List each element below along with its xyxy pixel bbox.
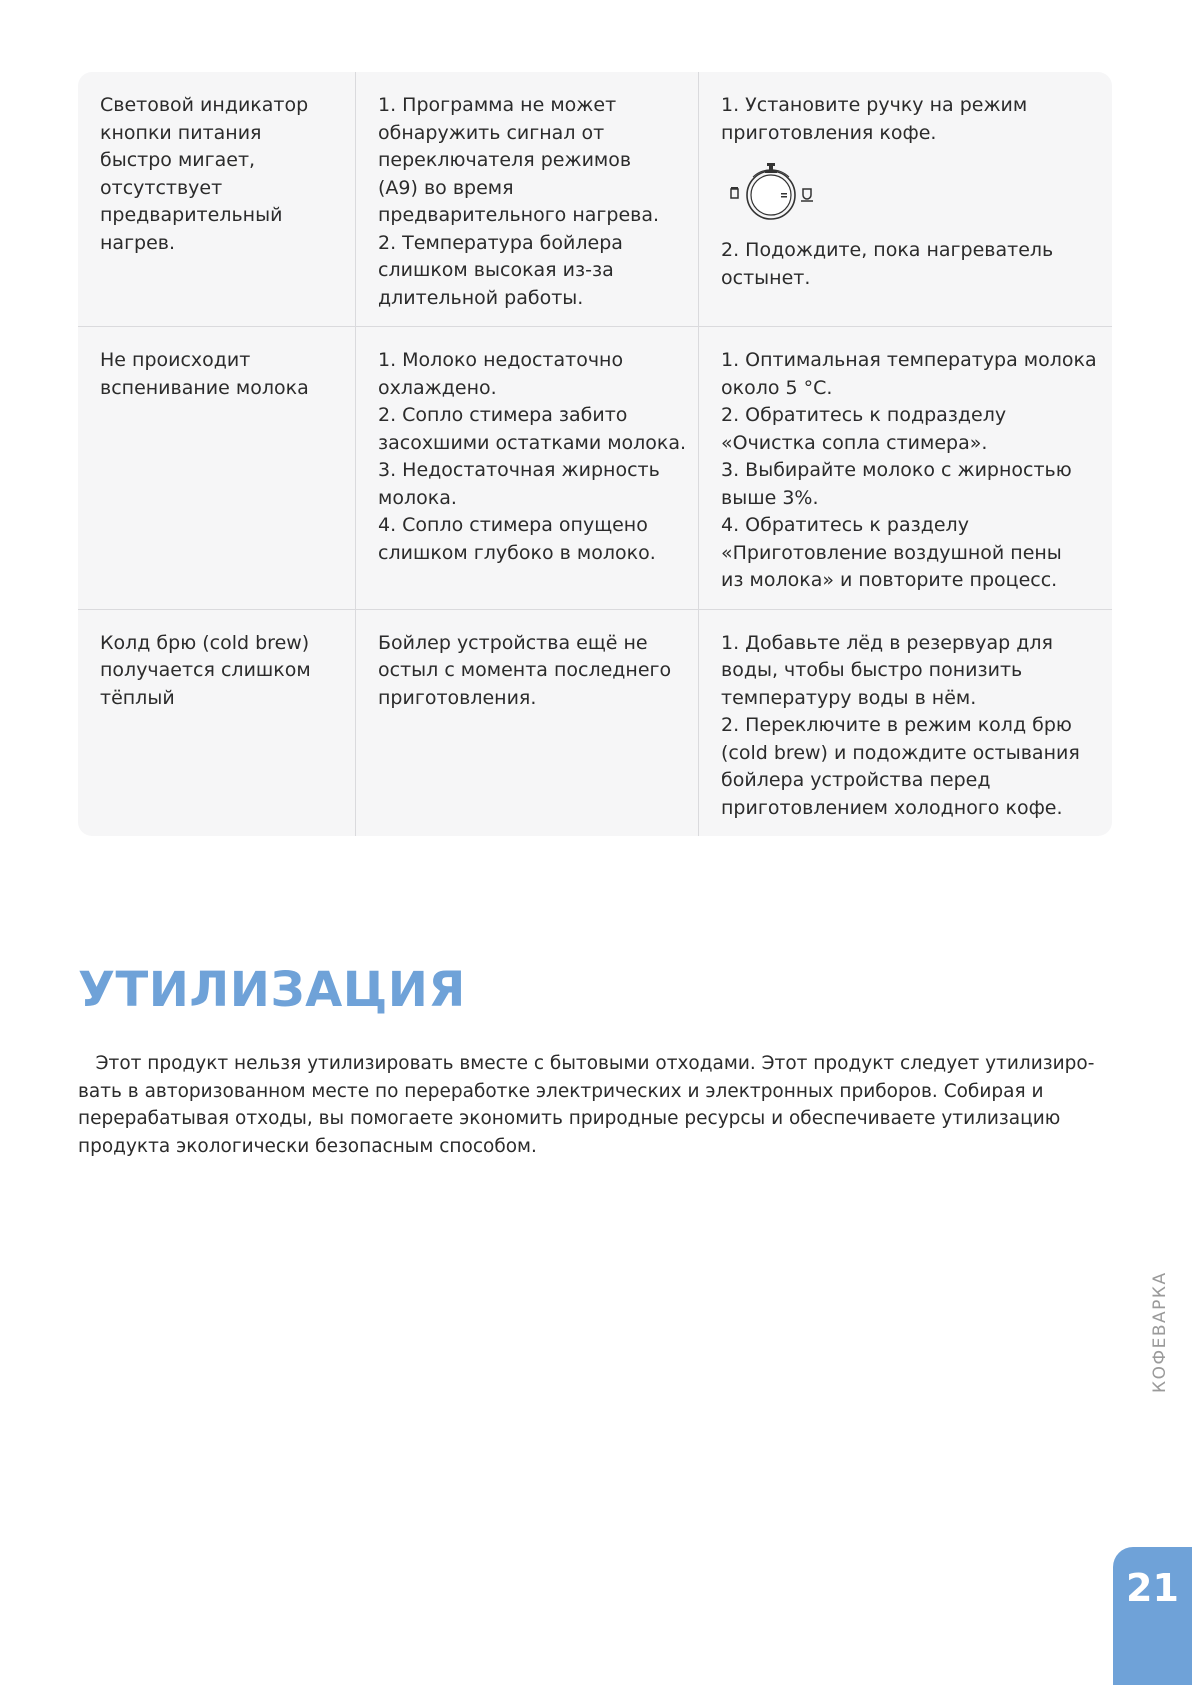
text-line: молока. — [378, 486, 457, 509]
text-line: около 5 °С. — [721, 376, 833, 399]
problem-cell — [78, 72, 356, 326]
text-line: предварительный — [100, 204, 283, 226]
text-line: остыл с момента последнего — [378, 659, 672, 681]
cause-cell — [356, 610, 699, 837]
text-line: из молока» и повторите процесс. — [721, 569, 1058, 591]
text-line: 4. Сопло стимера опущено — [378, 514, 648, 536]
text-line: Бойлер устройства ещё не — [378, 631, 648, 654]
text-line: обнаружить сигнал от — [378, 121, 605, 144]
text-line: тёплый — [100, 686, 175, 709]
text-line: температуру воды в нём. — [721, 686, 977, 709]
disposal-paragraph — [78, 1050, 1112, 1160]
text-line: (cold brew) и подождите остывания — [721, 741, 1080, 764]
text-line: приготовления кофе. — [721, 121, 937, 144]
text-line: 2. Подождите, пока нагреватель — [721, 239, 1054, 261]
mode-knob-icon — [723, 159, 819, 223]
text-line: остынет. — [721, 266, 811, 289]
text-line: 1. Программа не может — [378, 94, 617, 116]
text-line: Этот продукт нельзя утилизировать вместе с бытовыми отходами. Этот продукт следует утилизиро- — [78, 1053, 1095, 1074]
solution-cell — [699, 327, 1112, 609]
solution-cell — [699, 610, 1112, 837]
text-line: нагрев. — [100, 231, 176, 254]
text-line: «Приготовление воздушной пены — [721, 541, 1062, 564]
text-line: воды, чтобы быстро понизить — [721, 659, 1023, 681]
text-line: приготовления. — [378, 686, 537, 709]
text-line: приготовлением холодного кофе. — [721, 796, 1063, 819]
text-line: перерабатывая отходы, вы помогаете экономить природные ресурсы и обеспечиваете утилизацию — [78, 1108, 1061, 1129]
text-line: быстро мигает, — [100, 149, 256, 171]
text-line: слишком глубоко в молоко. — [378, 541, 656, 564]
text-line: кнопки питания — [100, 121, 262, 144]
table-row — [78, 610, 1112, 837]
text-line: 1. Оптимальная температура молока — [721, 349, 1097, 371]
text-line: «Очистка сопла стимера». — [721, 431, 988, 454]
solution-cell — [699, 72, 1112, 326]
text-line: предварительного нагрева. — [378, 204, 660, 226]
text-line: Не происходит — [100, 349, 251, 371]
text-line: слишком высокая из-за — [378, 259, 614, 281]
text-line: 1. Установите ручку на режим — [721, 94, 1028, 116]
text-line: Световой индикатор — [100, 94, 309, 116]
page-number: 21 — [1126, 1566, 1179, 1610]
table-row — [78, 327, 1112, 610]
page-number-tab — [1113, 1547, 1192, 1685]
text-line: 3. Выбирайте молоко с жирностью — [721, 459, 1072, 481]
problem-cell — [78, 327, 356, 609]
section-side-label: КОФЕВАРКА — [1150, 1271, 1170, 1393]
text-line: вспенивание молока — [100, 376, 309, 399]
problem-cell — [78, 610, 356, 837]
text-line: продукта экологически безопасным способом. — [78, 1135, 537, 1157]
text-line: (А9) во время — [378, 176, 514, 199]
text-line: 2. Температура бойлера — [378, 231, 623, 254]
text-line: охлаждено. — [378, 376, 497, 399]
text-line: 1. Добавьте лёд в резервуар для — [721, 631, 1053, 654]
section-title: УТИЛИЗАЦИЯ — [78, 962, 466, 1018]
text-line: бойлера устройства перед — [721, 769, 991, 791]
text-line: засохшими остатками молока. — [378, 431, 687, 454]
text-line: Колд брю (cold brew) — [100, 631, 310, 654]
text-line: 2. Сопло стимера забито — [378, 404, 628, 426]
cause-cell — [356, 327, 699, 609]
text-line: 2. Переключите в режим колд брю — [721, 714, 1072, 736]
text-line: 2. Обратитесь к подразделу — [721, 404, 1007, 426]
text-line: выше 3%. — [721, 486, 819, 509]
text-line: длительной работы. — [378, 286, 584, 309]
text-line: получается слишком — [100, 659, 311, 681]
text-line: отсутствует — [100, 176, 223, 199]
text-line: переключателя режимов — [378, 149, 632, 171]
table-row — [78, 72, 1112, 327]
text-line: 3. Недостаточная жирность — [378, 459, 660, 481]
cause-cell — [356, 72, 699, 326]
troubleshooting-table — [78, 72, 1112, 836]
text-line: 4. Обратитесь к разделу — [721, 514, 969, 536]
text-line: вать в авторизованном месте по переработке электрических и электронных приборов. Собирая и — [78, 1080, 1044, 1102]
text-line: 1. Молоко недостаточно — [378, 349, 624, 371]
